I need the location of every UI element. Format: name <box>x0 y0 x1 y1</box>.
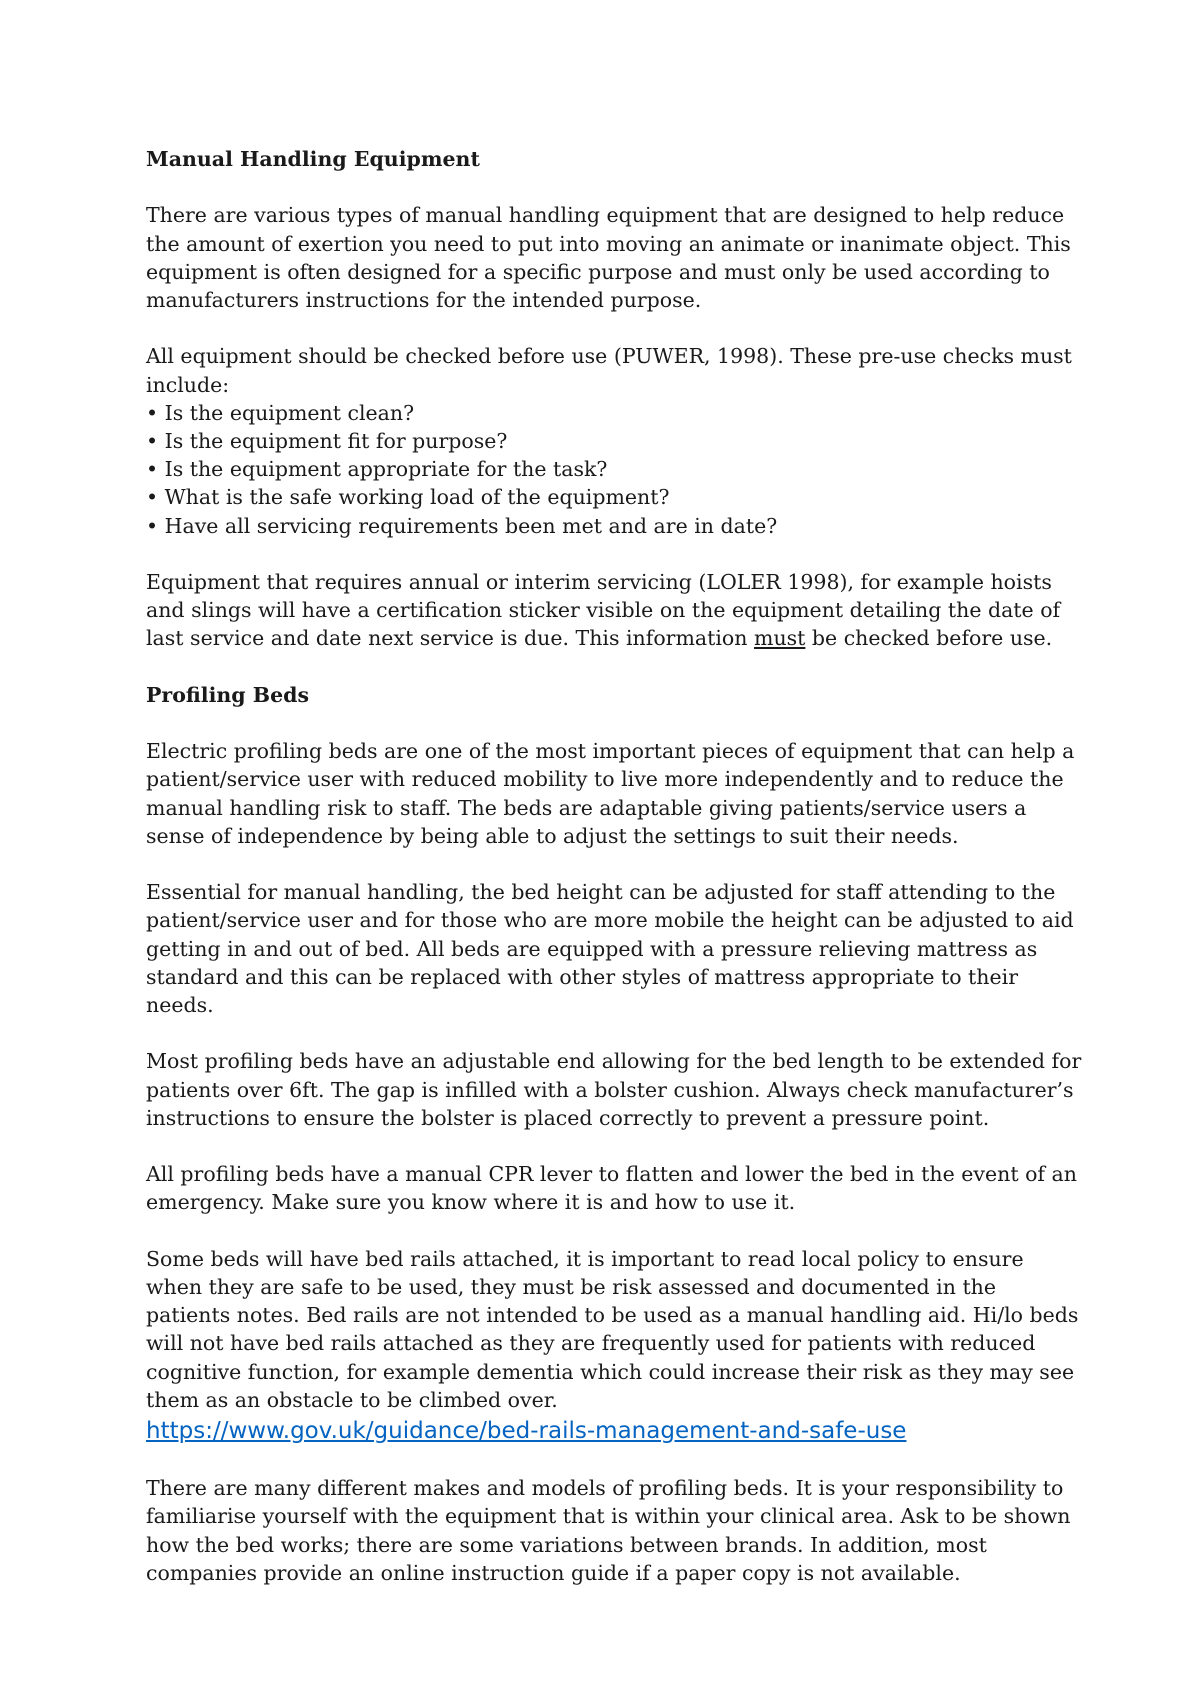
intro-paragraph: There are various types of manual handling equipment that are designed to help reduce the amount of exertion you need to put into moving an animate or inanimate object. This equipment is often designed for a specific purpose and must only be used according to manufacturers instructions for the intended purpose. <box>146 203 1071 312</box>
checks-intro-paragraph: All equipment should be checked before use (PUWER, 1998). These pre-use checks must include: <box>146 344 1072 397</box>
profiling-paragraph-3: Most profiling beds have an adjustable end allowing for the bed length to be extended for patients over 6ft. The gap is infilled with a bolster cushion. Always check manufacturer’s instructions to ensure the bolster is placed correctly to prevent a pressure point. <box>146 1049 1082 1130</box>
closing-paragraph: There are many different makes and models of profiling beds. It is your responsibility to familiarise yourself with the equipment that is within your clinical area. Ask to be shown how the bed works; there are some variations between brands. In addition, most companies provide an online instruction guide if a paper copy is not available. <box>146 1476 1071 1585</box>
servicing-text-end: be checked before use. <box>805 626 1053 651</box>
servicing-text-start: Equipment that requires annual or interim servicing (LOLER 1998), for example hoists and slings will have a certification sticker visible on the equipment detailing the date of last service and date next service is due. This information <box>146 570 1061 651</box>
bed-rails-guidance-link[interactable]: https://www.gov.uk/guidance/bed-rails-management-and-safe-use <box>146 1418 907 1444</box>
servicing-emphasis: must <box>754 626 806 651</box>
profiling-paragraph-4: All profiling beds have a manual CPR lever to flatten and lower the bed in the event of an emergency. Make sure you know where it is and how to use it. <box>146 1162 1077 1215</box>
section-title-profiling-beds: Profiling Beds <box>146 682 309 707</box>
list-item: • Is the equipment appropriate for the task? <box>146 457 608 482</box>
profiling-paragraph-1: Electric profiling beds are one of the most important pieces of equipment that can help a patient/service user with reduced mobility to live more independently and to reduce the manual handling risk to staff. The beds are adaptable giving patients/service users a sense of independence by being able to adjust the settings to suit their needs. <box>146 739 1075 848</box>
pre-use-checks-list <box>146 399 1086 540</box>
profiling-paragraph-5: Some beds will have bed rails attached, it is important to read local policy to ensure when they are safe to be used, they must be risk assessed and documented in the patients notes. Bed rails are not intended to be used as a manual handling aid. Hi/lo beds will not have bed rails attached as they are frequently used for patients with reduced cognitive function, for example dementia which could increase their risk as they may see them as an obstacle to be climbed over. <box>146 1246 1079 1412</box>
section-title-manual-handling: Manual Handling Equipment <box>146 147 480 171</box>
list-item: • Is the equipment fit for purpose? <box>146 429 508 453</box>
servicing-paragraph <box>146 568 1086 653</box>
document-page <box>146 145 1086 1587</box>
list-item: • What is the safe working load of the equipment? <box>146 485 670 510</box>
profiling-paragraph-2: Essential for manual handling, the bed height can be adjusted for staff attending to the patient/service user and for those who are more mobile the height can be adjusted to aid getting in and out of bed. All beds are equipped with a pressure relieving mattress as standard and this can be replaced with other styles of mattress appropriate to their needs. <box>146 880 1074 1017</box>
list-item: • Have all servicing requirements been met and are in date? <box>146 513 778 538</box>
list-item: • Is the equipment clean? <box>146 400 415 425</box>
